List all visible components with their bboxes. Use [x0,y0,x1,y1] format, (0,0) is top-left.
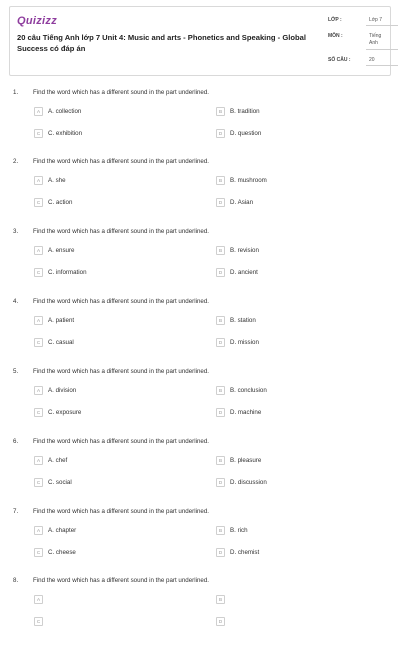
question-text: Find the word which has a different sound in the part underlined. [33,158,209,165]
worksheet-title: 20 câu Tiếng Anh lớp 7 Unit 4: Music and arts - Phonetics and Speaking - Global Success có đáp án [17,33,306,53]
question-number: 5. [13,368,19,375]
option-text: B. pleasure [230,456,262,464]
subject-label: MÔN : [328,33,343,39]
answer-option-b[interactable] [216,594,230,604]
question-number: 8. [13,577,19,584]
option-letter-box: D [216,548,225,557]
class-label: LỚP : [328,17,342,23]
question-item [0,438,400,508]
option-text: D. ancient [230,268,258,276]
option-letter-box: B [216,595,225,604]
count-value: 20 [369,57,375,63]
option-letter-box: C [34,408,43,417]
worksheet-header [9,6,391,76]
subject-value: Tiếng Anh [369,33,382,46]
answer-option-d[interactable] [216,547,259,557]
option-text: C. exhibition [48,129,83,137]
question-number: 2. [13,158,19,165]
answer-option-d[interactable] [216,477,267,487]
class-value: Lớp 7 [369,17,383,23]
option-text: B. tradition [230,107,260,115]
answer-option-d[interactable] [216,616,230,626]
option-letter-box: B [216,246,225,255]
option-text: A. ensure [48,246,75,254]
count-underline [366,65,398,66]
question-item [0,228,400,298]
answer-option-a[interactable] [34,385,76,395]
option-letter-box: A [34,107,43,116]
answer-option-c[interactable] [34,128,82,138]
option-letter-box: A [34,386,43,395]
option-text: A. chapter [48,526,77,534]
answer-option-a[interactable] [34,175,66,185]
option-letter-box: B [216,316,225,325]
question-text: Find the word which has a different sound in the part underlined. [33,368,209,375]
option-text: A. she [48,176,66,184]
option-letter-box: D [216,198,225,207]
answer-option-a[interactable] [34,106,81,116]
question-number: 7. [13,508,19,515]
option-letter-box: A [34,176,43,185]
option-letter-box: C [34,478,43,487]
question-item [0,508,400,578]
question-text: Find the word which has a different sound in the part underlined. [33,298,209,305]
option-letter-box: C [34,338,43,347]
answer-option-b[interactable] [216,245,259,255]
option-text: C. social [48,478,72,486]
option-letter-box: A [34,246,43,255]
option-letter-box: C [34,548,43,557]
answer-option-c[interactable] [34,337,74,347]
option-letter-box: D [216,478,225,487]
answer-option-a[interactable] [34,525,76,535]
question-number: 3. [13,228,19,235]
option-letter-box: A [34,526,43,535]
option-letter-box: D [216,338,225,347]
question-item [0,577,400,647]
option-letter-box: D [216,268,225,277]
question-item [0,89,400,159]
answer-option-d[interactable] [216,267,258,277]
option-text: D. Asian [230,198,254,206]
question-number: 4. [13,298,19,305]
question-text: Find the word which has a different sound in the part underlined. [33,438,209,445]
option-letter-box: C [34,129,43,138]
answer-option-b[interactable] [216,385,267,395]
answer-option-c[interactable] [34,267,87,277]
answer-option-c[interactable] [34,197,72,207]
answer-option-a[interactable] [34,455,67,465]
option-letter-box: A [34,595,43,604]
option-text: D. mission [230,338,259,346]
question-text: Find the word which has a different sound in the part underlined. [33,508,209,515]
answer-option-d[interactable] [216,407,261,417]
option-text: A. chef [48,456,68,464]
answer-option-a[interactable] [34,315,74,325]
option-letter-box: C [34,198,43,207]
option-text: C. action [48,198,73,206]
question-item [0,298,400,368]
class-underline [366,25,398,26]
option-letter-box: B [216,107,225,116]
option-letter-box: B [216,456,225,465]
option-text: B. mushroom [230,176,267,184]
option-text: C. exposure [48,408,82,416]
option-letter-box: A [34,316,43,325]
answer-option-b[interactable] [216,455,261,465]
answer-option-b[interactable] [216,106,260,116]
option-text: A. collection [48,107,82,115]
question-item [0,368,400,438]
question-text: Find the word which has a different sound in the part underlined. [33,577,209,584]
answer-option-a[interactable] [34,245,74,255]
option-letter-box: D [216,129,225,138]
option-letter-box: B [216,526,225,535]
option-letter-box: D [216,408,225,417]
option-letter-box: C [34,268,43,277]
option-text: D. machine [230,408,262,416]
answer-option-c[interactable] [34,547,76,557]
option-letter-box: C [34,617,43,626]
answer-option-c[interactable] [34,477,72,487]
answer-option-c[interactable] [34,407,81,417]
answer-option-d[interactable] [216,197,253,207]
option-text: A. patient [48,316,75,324]
option-letter-box: D [216,617,225,626]
answer-option-a[interactable] [34,594,48,604]
option-text: B. station [230,316,256,324]
question-text: Find the word which has a different sound in the part underlined. [33,89,209,96]
answer-option-b[interactable] [216,315,256,325]
question-item [0,158,400,228]
quizizz-logo[interactable]: Quizizz [17,15,57,27]
option-letter-box: A [34,456,43,465]
question-text: Find the word which has a different sound in the part underlined. [33,228,209,235]
option-text: D. chemist [230,548,260,556]
option-text: B. conclusion [230,386,267,394]
option-text: C. information [48,268,87,276]
subject-underline [366,49,398,50]
answer-option-d[interactable] [216,128,261,138]
answer-option-d[interactable] [216,337,259,347]
answer-option-c[interactable] [34,616,48,626]
option-letter-box: B [216,176,225,185]
option-text: C. cheese [48,548,76,556]
count-label: SỐ CÂU : [328,57,351,63]
option-text: D. question [230,129,262,137]
option-text: B. revision [230,246,259,254]
option-letter-box: B [216,386,225,395]
option-text: C. casual [48,338,74,346]
question-number: 1. [13,89,19,96]
option-text: B. rich [230,526,248,534]
option-text: A. division [48,386,77,394]
answer-option-b[interactable] [216,525,248,535]
option-text: D. discussion [230,478,267,486]
answer-option-b[interactable] [216,175,267,185]
question-number: 6. [13,438,19,445]
